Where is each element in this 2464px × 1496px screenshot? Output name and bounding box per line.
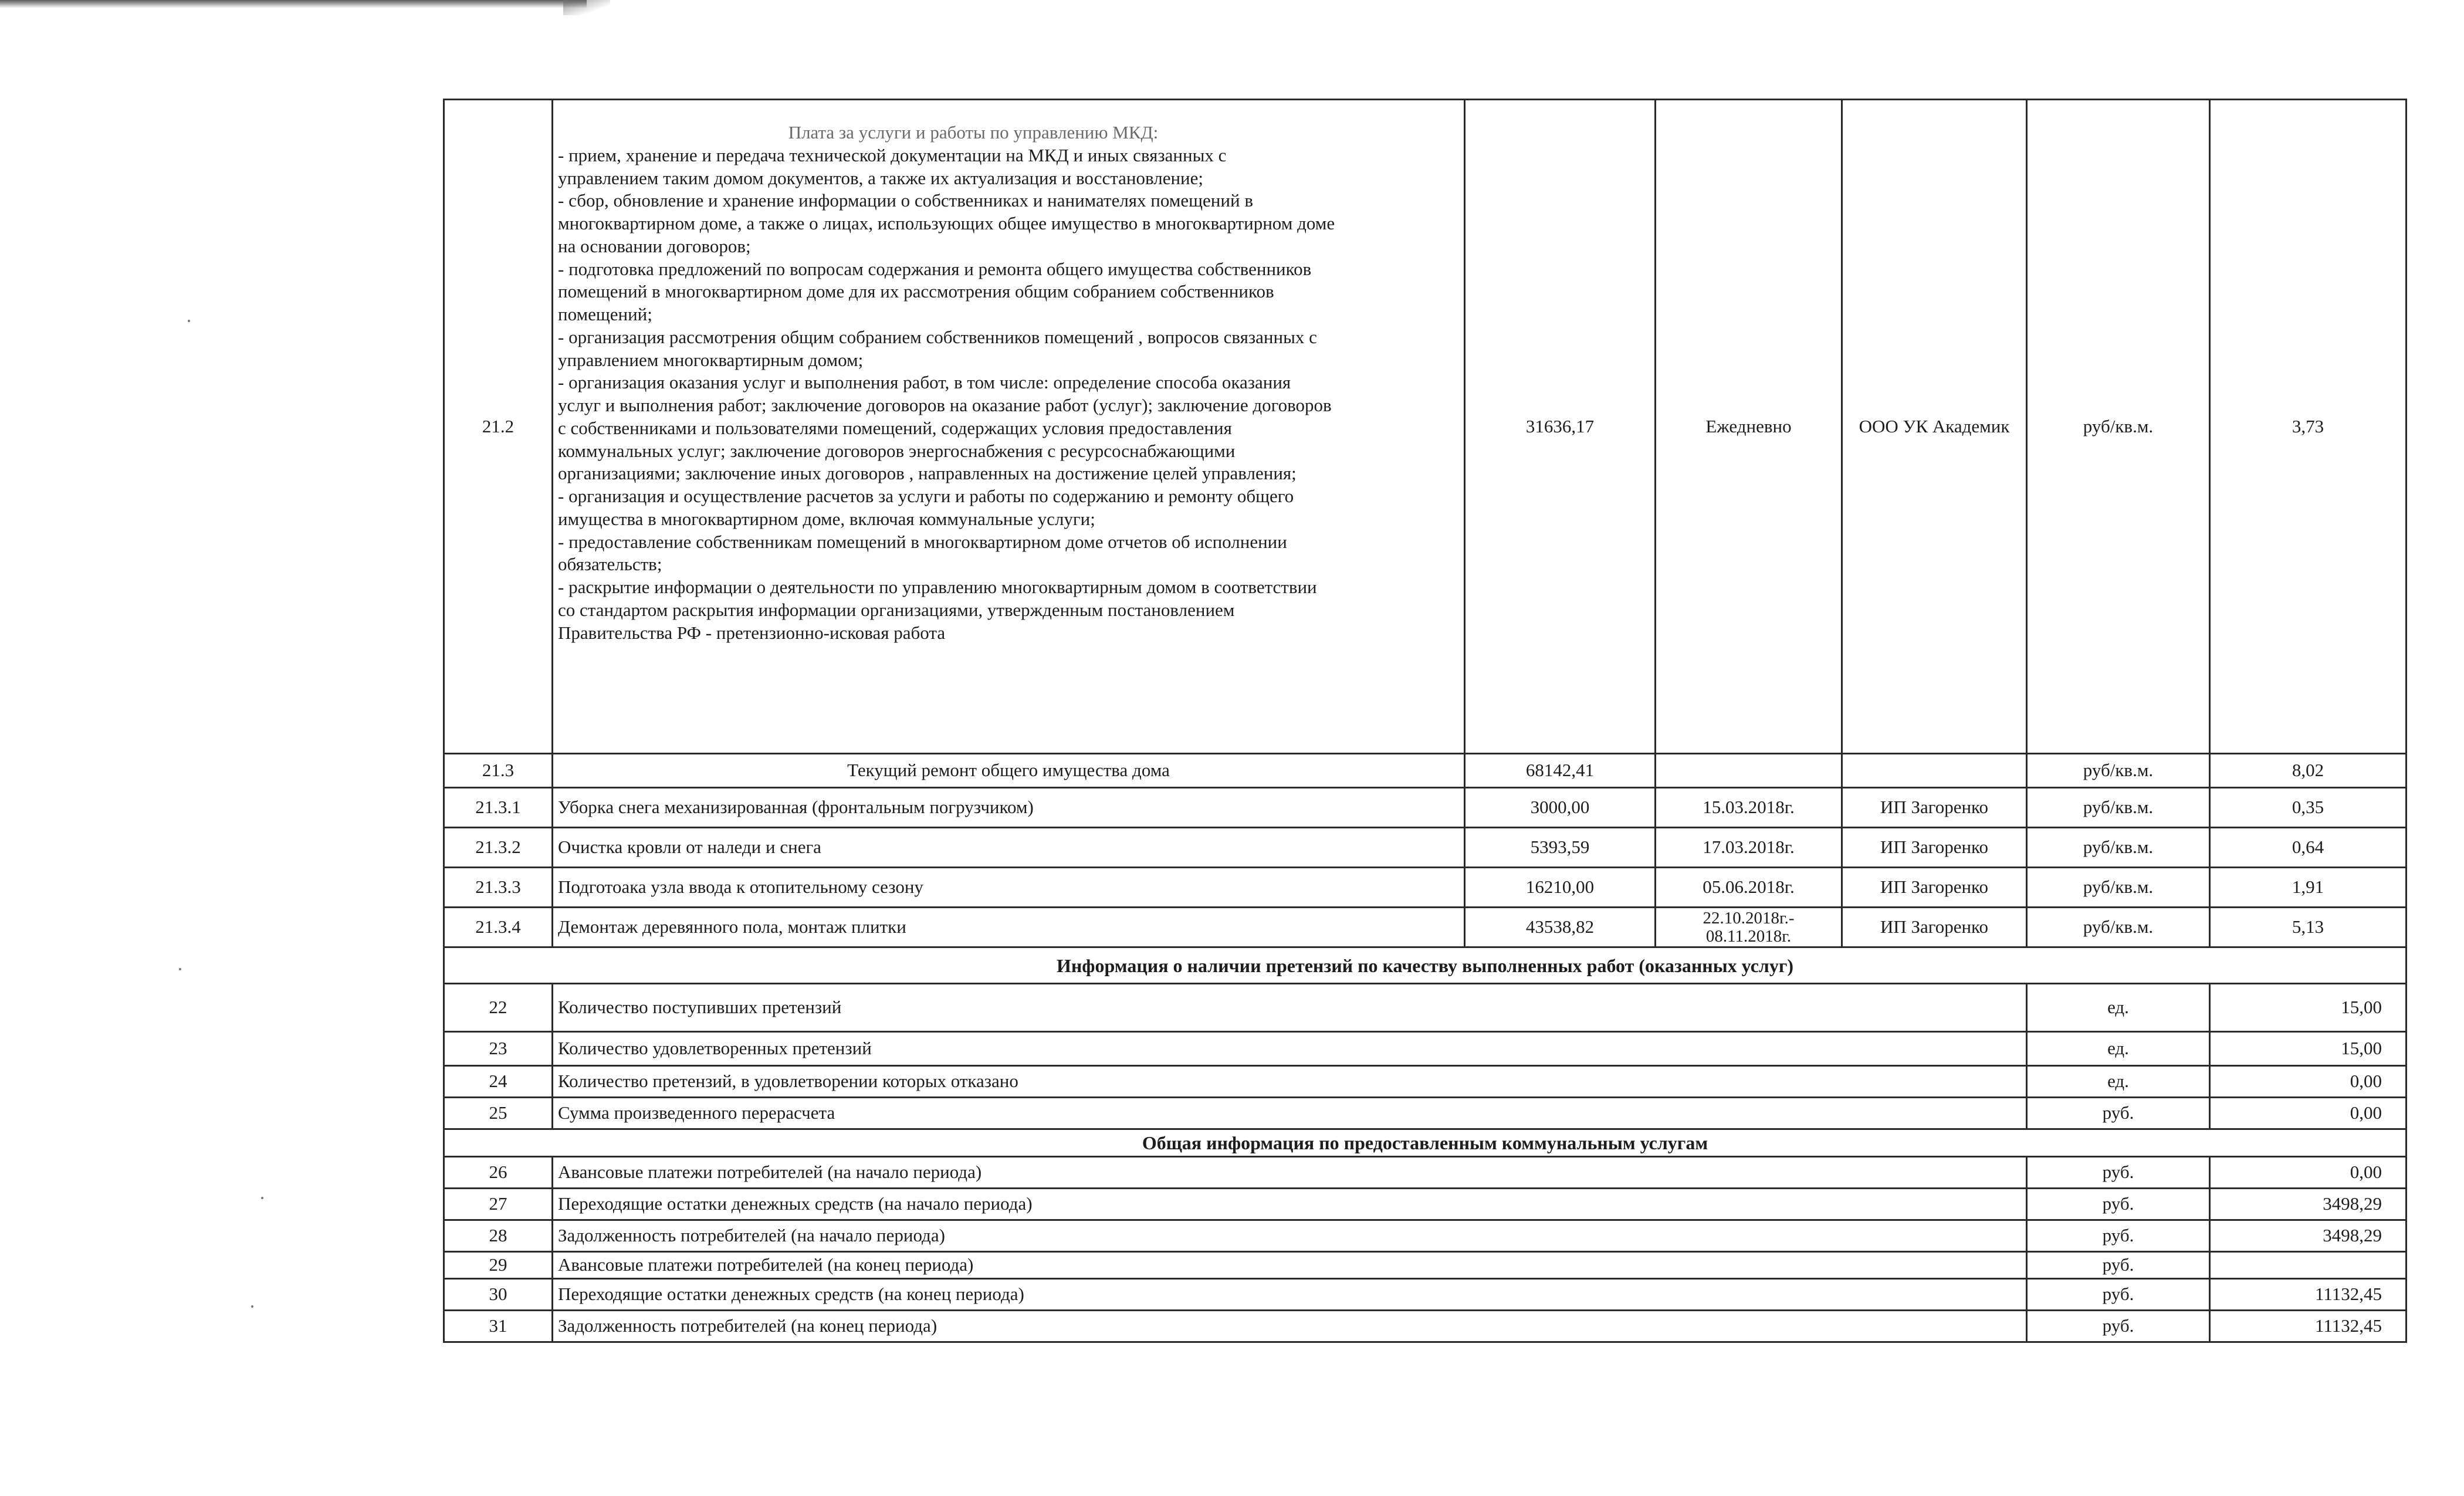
description-line: многоквартирном доме, а также о лицах, использующих общее имущество в многоквартирном доме xyxy=(558,213,1335,233)
item-name: Количество удовлетворенных претензий xyxy=(553,1032,2027,1066)
executor-cell: ИП Загоренко xyxy=(1842,788,2027,828)
date-cell: 17.03.2018г. xyxy=(1656,828,1842,868)
description-line: - предоставление собственникам помещений в многоквартирном доме отчетов об исполнении xyxy=(558,531,1287,552)
description-line: - прием, хранение и передача технической документации на МКД и иных связанных с xyxy=(558,144,1227,165)
scan-speck xyxy=(261,1197,263,1199)
amount-cell: 16210,00 xyxy=(1465,868,1656,908)
item-name: Авансовые платежи потребителей (на конец периода) xyxy=(553,1252,2027,1279)
date-cell xyxy=(1656,754,1842,788)
rate-cell: 0,64 xyxy=(2210,828,2407,868)
utilities-section-header xyxy=(444,1129,2407,1157)
work-name: Очистка кровли от наледи и снега xyxy=(553,828,1465,868)
row-number: 21.2 xyxy=(444,100,553,754)
value-cell: 0,00 xyxy=(2210,1157,2407,1189)
description-line: - раскрытие информации о деятельности по управлению многоквартирным домом в соответствии xyxy=(558,577,1317,597)
row-number: 21.3 xyxy=(444,754,553,788)
row-number: 25 xyxy=(444,1098,553,1129)
row-number: 22 xyxy=(444,984,553,1032)
scan-speck xyxy=(188,320,190,322)
report-table xyxy=(443,99,2407,1343)
description-line: имущества в многоквартирном доме, включая коммунальные услуги; xyxy=(558,508,1095,529)
description-title: Плата за услуги и работы по управлению МКД: xyxy=(788,122,1159,143)
scan-corner-shadow xyxy=(563,0,610,15)
value-cell: 3498,29 xyxy=(2210,1220,2407,1252)
description-line: - подготовка предложений по вопросам содержания и ремонта общего имущества собственников xyxy=(558,258,1312,279)
description-line: с собственниками и пользователями помещений, содержащих условия предоставления xyxy=(558,417,1232,438)
rate-cell: 0,35 xyxy=(2210,788,2407,828)
value-cell: 0,00 xyxy=(2210,1066,2407,1098)
executor-cell: ИП Загоренко xyxy=(1842,828,2027,868)
work-name: Подготоака узла ввода к отопительному сезону xyxy=(553,868,1465,908)
description-line: Правительства РФ - претензионно-исковая работа xyxy=(558,622,946,643)
unit-cell: руб. xyxy=(2027,1278,2210,1310)
work-name: Демонтаж деревянного пола, монтаж плитки xyxy=(553,908,1465,947)
description-line: - организация рассмотрения общим собранием собственников помещений , вопросов связанных с xyxy=(558,326,1317,347)
info-row xyxy=(444,1032,2407,1066)
item-name: Количество поступивших претензий xyxy=(553,984,2027,1032)
unit-cell: руб. xyxy=(2027,1252,2210,1279)
amount-cell: 5393,59 xyxy=(1465,828,1656,868)
value-cell: 15,00 xyxy=(2210,1032,2407,1066)
work-name: Уборка снега механизированная (фронтальным погрузчиком) xyxy=(553,788,1465,828)
row-number: 28 xyxy=(444,1220,553,1252)
info-row xyxy=(444,1098,2407,1129)
amount-cell: 3000,00 xyxy=(1465,788,1656,828)
executor-cell: ИП Загоренко xyxy=(1842,908,2027,947)
row-number: 27 xyxy=(444,1189,553,1220)
value-cell: 0,00 xyxy=(2210,1098,2407,1129)
amount-cell: 43538,82 xyxy=(1465,908,1656,947)
scan-edge-shadow xyxy=(0,0,587,8)
value-cell xyxy=(2210,1252,2407,1279)
section-title: Общая информация по предоставленным коммунальным услугам xyxy=(444,1129,2407,1157)
claims-section-header xyxy=(444,947,2407,984)
row-number: 23 xyxy=(444,1032,553,1066)
item-name: Сумма произведенного перерасчета xyxy=(553,1098,2027,1129)
item-name: Переходящие остатки денежных средств (на конец периода) xyxy=(553,1278,2027,1310)
unit-cell: руб/кв.м. xyxy=(2027,788,2210,828)
date-cell: 22.10.2018г.- 08.11.2018г. xyxy=(1656,908,1842,947)
info-row xyxy=(444,1310,2407,1342)
value-cell: 15,00 xyxy=(2210,984,2407,1032)
unit-cell: руб. xyxy=(2027,1220,2210,1252)
value-cell: 11132,45 xyxy=(2210,1310,2407,1342)
description-line: услуг и выполнения работ; заключение договоров на оказание работ (услуг); заключение договоров xyxy=(558,395,1332,415)
description-line: - организация и осуществление расчетов за услуги и работы по содержанию и ремонту общего xyxy=(558,486,1294,506)
unit-cell: руб/кв.м. xyxy=(2027,828,2210,868)
executor-cell: ИП Загоренко xyxy=(1842,868,2027,908)
row-number: 29 xyxy=(444,1252,553,1279)
rate-cell: 5,13 xyxy=(2210,908,2407,947)
value-cell: 3498,29 xyxy=(2210,1189,2407,1220)
row-number: 31 xyxy=(444,1310,553,1342)
rate-cell: 1,91 xyxy=(2210,868,2407,908)
executor-cell: ООО УК Академик xyxy=(1842,100,2027,754)
management-fee-description xyxy=(553,100,1465,754)
description-lines xyxy=(558,144,1459,645)
item-name: Задолженность потребителей (на начало периода) xyxy=(553,1220,2027,1252)
amount-cell: 31636,17 xyxy=(1465,100,1656,754)
unit-cell: руб. xyxy=(2027,1098,2210,1129)
description-line: со стандартом раскрытия информации организациями, утвержденным постановлением xyxy=(558,599,1235,620)
scan-speck xyxy=(251,1305,253,1308)
row-number: 26 xyxy=(444,1157,553,1189)
unit-cell: руб. xyxy=(2027,1157,2210,1189)
description-line: управлением многоквартирным домом; xyxy=(558,349,864,370)
repair-row xyxy=(444,828,2407,868)
unit-cell: руб/кв.м. xyxy=(2027,100,2210,754)
row-number: 21.3.4 xyxy=(444,908,553,947)
info-row xyxy=(444,1278,2407,1310)
item-name: Количество претензий, в удовлетворении которых отказано xyxy=(553,1066,2027,1098)
description-line: управлением таким домом документов, а также их актуализация и восстановление; xyxy=(558,167,1204,188)
item-name: Задолженность потребителей (на конец периода) xyxy=(553,1310,2027,1342)
row-number: 21.3.3 xyxy=(444,868,553,908)
period-cell: Ежедневно xyxy=(1656,100,1842,754)
description-line: обязательств; xyxy=(558,554,662,575)
unit-cell: руб. xyxy=(2027,1189,2210,1220)
description-line: на основании договоров; xyxy=(558,235,751,256)
row-number: 30 xyxy=(444,1278,553,1310)
section-title: Информация о наличии претензий по качеству выполненных работ (оказанных услуг) xyxy=(444,947,2407,984)
unit-cell: ед. xyxy=(2027,984,2210,1032)
unit-cell: ед. xyxy=(2027,1032,2210,1066)
scan-speck xyxy=(179,968,181,970)
rate-cell: 8,02 xyxy=(2210,754,2407,788)
item-name: Переходящие остатки денежных средств (на начало периода) xyxy=(553,1189,2027,1220)
repair-row xyxy=(444,788,2407,828)
repair-row xyxy=(444,908,2407,947)
description-line: организациями; заключение иных договоров , направленных на достижение целей управления; xyxy=(558,463,1297,484)
amount-cell: 68142,41 xyxy=(1465,754,1656,788)
value-cell: 11132,45 xyxy=(2210,1278,2407,1310)
date-cell: 15.03.2018г. xyxy=(1656,788,1842,828)
repair-row xyxy=(444,868,2407,908)
repair-row xyxy=(444,754,2407,788)
info-row xyxy=(444,1189,2407,1220)
unit-cell: руб/кв.м. xyxy=(2027,754,2210,788)
work-name: Текущий ремонт общего имущества дома xyxy=(553,754,1465,788)
info-row xyxy=(444,1220,2407,1252)
rate-cell: 3,73 xyxy=(2210,100,2407,754)
description-line: - сбор, обновление и хранение информации о собственниках и нанимателях помещений в xyxy=(558,190,1253,211)
row-21-2 xyxy=(444,100,2407,754)
info-row xyxy=(444,1252,2407,1279)
description-line: коммунальных услуг; заключение договоров энергоснабжения с ресурсоснабжающими xyxy=(558,440,1236,461)
date-cell: 05.06.2018г. xyxy=(1656,868,1842,908)
row-number: 24 xyxy=(444,1066,553,1098)
unit-cell: руб. xyxy=(2027,1310,2210,1342)
item-name: Авансовые платежи потребителей (на начало периода) xyxy=(553,1157,2027,1189)
row-number: 21.3.2 xyxy=(444,828,553,868)
info-row xyxy=(444,1157,2407,1189)
unit-cell: руб/кв.м. xyxy=(2027,908,2210,947)
description-line: - организация оказания услуг и выполнения работ, в том числе: определение способа оказания xyxy=(558,372,1291,393)
info-row xyxy=(444,984,2407,1032)
executor-cell xyxy=(1842,754,2027,788)
info-row xyxy=(444,1066,2407,1098)
unit-cell: ед. xyxy=(2027,1066,2210,1098)
unit-cell: руб/кв.м. xyxy=(2027,868,2210,908)
description-line: помещений; xyxy=(558,304,652,324)
row-number: 21.3.1 xyxy=(444,788,553,828)
description-line: помещений в многоквартирном доме для их рассмотрения общим собранием собственников xyxy=(558,281,1274,302)
